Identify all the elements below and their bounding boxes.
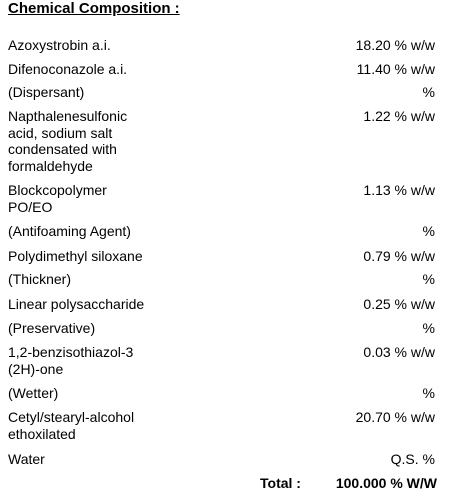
ingredient-value: 11.40 % w/w (356, 61, 435, 77)
ingredient-value: 20.70 % w/w (355, 409, 435, 425)
ingredient-name: Cetyl/stearyl-alcohol ethoxilated (8, 409, 135, 442)
ingredient-value: % (422, 385, 435, 401)
ingredient-name: Water (8, 451, 45, 467)
ingredient-name: Blockcopolymer PO/EO (8, 182, 107, 215)
ingredient-name: (Thickner) (8, 271, 72, 287)
ingredient-value: Q.S. % (390, 451, 435, 467)
ingredient-value: 1.22 % w/w (363, 108, 435, 124)
ingredient-name: (Wetter) (8, 385, 59, 401)
section-heading: Chemical Composition : (8, 0, 180, 17)
ingredient-value: % (422, 223, 435, 239)
ingredient-name: (Antifoaming Agent) (8, 223, 131, 239)
ingredient-name: Difenoconazole a.i. (8, 61, 128, 77)
total-label: Total : (260, 475, 301, 491)
ingredient-value: 0.03 % w/w (363, 344, 435, 360)
ingredient-value: 18.20 % w/w (355, 37, 435, 53)
ingredient-value: % (422, 84, 435, 100)
ingredient-value: 0.79 % w/w (363, 248, 435, 264)
ingredient-name: Napthalenesulfonic acid, sodium salt condensated with formaldehyde (8, 108, 128, 174)
ingredient-name: Polydimethyl siloxane (8, 248, 143, 264)
ingredient-name: Linear polysaccharide (8, 296, 145, 312)
ingredient-name: 1,2-benzisothiazol-3 (2H)-one (8, 344, 134, 377)
ingredient-value: 0.25 % w/w (363, 296, 435, 312)
ingredient-value: % (422, 320, 435, 336)
total-value: 100.000 % W/W (335, 475, 437, 491)
ingredient-name: Azoxystrobin a.i. (8, 37, 111, 53)
ingredient-value: % (422, 271, 435, 287)
ingredient-value: 1.13 % w/w (363, 182, 435, 198)
ingredient-name: (Dispersant) (8, 84, 85, 100)
ingredient-name: (Preservative) (8, 320, 96, 336)
